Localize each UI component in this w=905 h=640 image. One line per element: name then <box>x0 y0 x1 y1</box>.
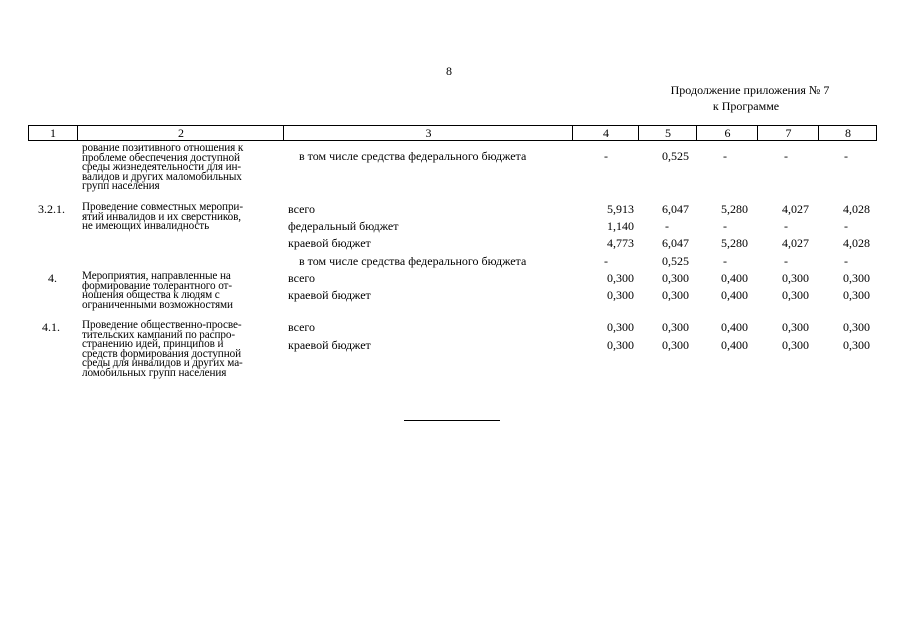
cell-col-8: 4,028 <box>843 202 870 216</box>
cell-col-8: - <box>844 149 848 163</box>
cell-col-7: - <box>784 219 788 233</box>
row-number: 4. <box>48 271 57 285</box>
cell-col-5: 0,300 <box>662 338 689 352</box>
appendix-line-2: к Программе <box>712 99 780 113</box>
cell-col-4: 4,773 <box>607 236 634 250</box>
desc-line: ятий инвалидов и их сверстников, <box>82 210 241 223</box>
desc-line: Мероприятия, направленные на <box>82 270 231 282</box>
desc-line: Проведение общественно-просве- <box>82 319 242 331</box>
cell-col-8: 0,300 <box>843 271 870 285</box>
desc-line: проблеме обеспечения доступной <box>82 151 240 164</box>
line-label: всего <box>288 271 316 285</box>
cell-col-5: 6,047 <box>662 202 689 216</box>
cell-col-4: 0,300 <box>607 320 634 334</box>
cell-col-5: 0,300 <box>662 320 689 334</box>
row-number: 4.1. <box>42 320 60 334</box>
desc-line: среды для инвалидов и других ма- <box>82 357 243 370</box>
cell-col-7: 4,027 <box>782 236 809 250</box>
cell-col-6: - <box>723 254 727 268</box>
cell-col-8: - <box>844 219 848 233</box>
desc-line: странению идей, принципов и <box>82 338 224 351</box>
cell-col-4: 0,300 <box>607 271 634 285</box>
row-number: 3.2.1. <box>38 202 65 216</box>
cell-col-8: 0,300 <box>843 320 870 334</box>
cell-col-6: 5,280 <box>721 202 748 216</box>
appendix-caption <box>640 82 860 114</box>
cell-col-6: 5,280 <box>721 236 748 250</box>
cell-col-8: - <box>844 254 848 268</box>
desc-line: формирование толерантного от- <box>82 279 232 292</box>
page-number: 8 <box>446 64 452 78</box>
header-col-7: 7 <box>757 126 819 140</box>
header-col-8: 8 <box>818 126 877 140</box>
header-col-5: 5 <box>638 126 697 140</box>
row-description <box>82 321 282 379</box>
cell-col-8: 0,300 <box>843 288 870 302</box>
cell-col-6: - <box>723 219 727 233</box>
desc-line: среды жизнедеятельности для ин- <box>82 161 241 174</box>
desc-line: средств формирования доступной <box>82 347 241 360</box>
line-label: в том числе средства федерального бюджета <box>299 149 527 163</box>
table-header <box>28 125 877 141</box>
cell-col-4: 0,300 <box>607 338 634 352</box>
closing-rule <box>404 420 500 421</box>
row-description <box>82 272 282 310</box>
row-description <box>82 203 282 232</box>
cell-col-6: 0,400 <box>721 271 748 285</box>
line-label: краевой бюджет <box>288 338 371 352</box>
line-label: в том числе средства федерального бюджета <box>299 254 527 268</box>
cell-col-7: - <box>784 254 788 268</box>
cell-col-4: 5,913 <box>607 202 634 216</box>
line-label: всего <box>288 320 316 334</box>
cell-col-7: 0,300 <box>782 320 809 334</box>
header-col-3: 3 <box>283 126 573 140</box>
desc-line: Проведение совместных меропри- <box>82 201 243 213</box>
cell-col-7: 0,300 <box>782 338 809 352</box>
header-col-2: 2 <box>77 126 284 140</box>
header-col-6: 6 <box>696 126 758 140</box>
row-description <box>82 144 282 192</box>
cell-col-5: 0,300 <box>662 271 689 285</box>
desc-line: групп населения <box>82 180 160 193</box>
cell-col-6: 0,400 <box>721 320 748 334</box>
cell-col-4: - <box>604 149 608 163</box>
cell-col-7: - <box>784 149 788 163</box>
line-label: краевой бюджет <box>288 236 371 250</box>
cell-col-6: 0,400 <box>721 338 748 352</box>
cell-col-4: 0,300 <box>607 288 634 302</box>
desc-line: ограниченными возможностями <box>82 298 233 311</box>
line-label: краевой бюджет <box>288 288 371 302</box>
line-label: федеральный бюджет <box>288 219 399 233</box>
desc-line: рование позитивного отношения к <box>82 142 244 154</box>
desc-line: тительских кампаний по распро- <box>82 328 236 341</box>
desc-line: ломобильных групп населения <box>82 366 227 379</box>
cell-col-4: - <box>604 254 608 268</box>
cell-col-8: 4,028 <box>843 236 870 250</box>
desc-line: не имеющих инвалидность <box>82 220 210 233</box>
cell-col-6: - <box>723 149 727 163</box>
cell-col-8: 0,300 <box>843 338 870 352</box>
cell-col-7: 0,300 <box>782 271 809 285</box>
cell-col-5: 6,047 <box>662 236 689 250</box>
desc-line: валидов и других маломобильных <box>82 170 242 183</box>
header-col-4: 4 <box>572 126 639 140</box>
appendix-line-1: Продолжение приложения № 7 <box>670 83 830 97</box>
cell-col-5: 0,525 <box>662 149 689 163</box>
line-label: всего <box>288 202 316 216</box>
cell-col-4: 1,140 <box>607 219 634 233</box>
cell-col-7: 4,027 <box>782 202 809 216</box>
desc-line: ношения общества к людям с <box>82 289 220 302</box>
cell-col-7: 0,300 <box>782 288 809 302</box>
cell-col-5: 0,525 <box>662 254 689 268</box>
cell-col-6: 0,400 <box>721 288 748 302</box>
header-col-1: 1 <box>50 126 56 140</box>
cell-col-5: 0,300 <box>662 288 689 302</box>
cell-col-5: - <box>665 219 669 233</box>
